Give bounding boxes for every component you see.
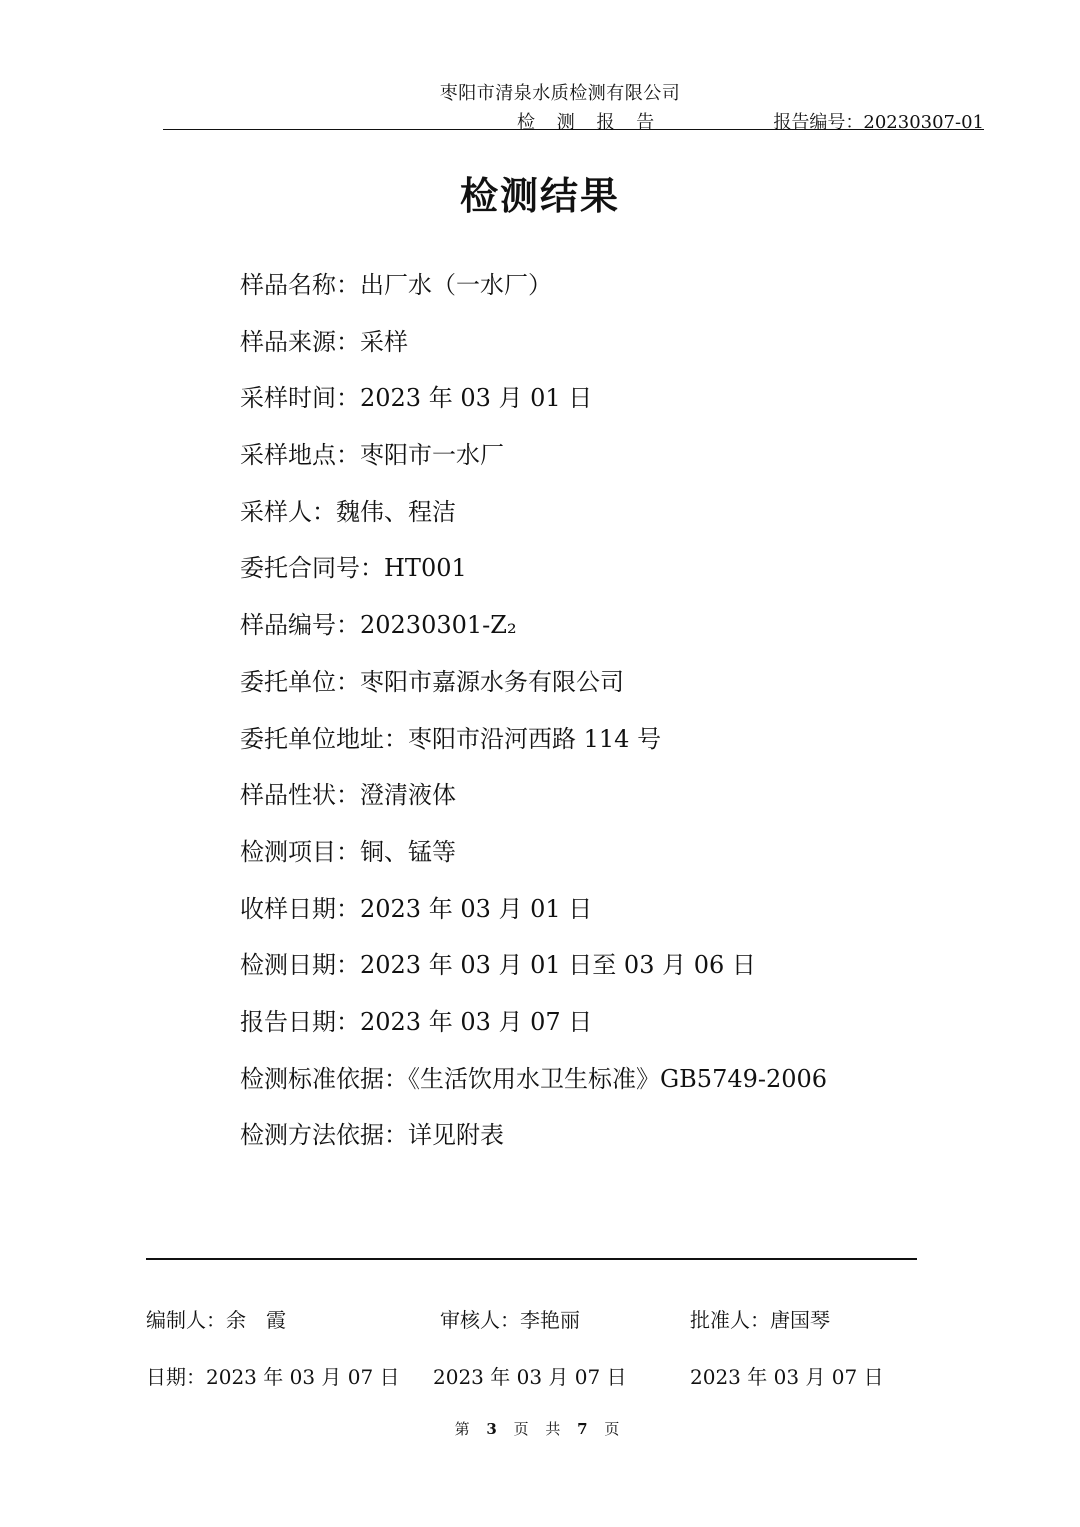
field-label: 采样人：: [240, 497, 336, 526]
field-label: 报告日期：: [240, 1007, 360, 1036]
field-sampler: [240, 492, 827, 549]
field-report-date: [240, 1002, 827, 1059]
page-total: 7: [577, 1420, 594, 1438]
field-sample-source: [240, 322, 827, 379]
field-sample-no: [240, 605, 827, 662]
page-suffix: 页: [604, 1420, 626, 1438]
field-value: 澄清液体: [360, 781, 456, 810]
sample-info-list: [240, 265, 827, 1172]
field-value: 2023 年 03 月 01 日: [360, 384, 593, 413]
header-divider: [163, 129, 984, 130]
field-receipt-date: [240, 889, 827, 946]
compiler-date: 日期：2023 年 03 月 07 日: [146, 1365, 400, 1389]
field-test-items: [240, 832, 827, 889]
field-value: 枣阳市一水厂: [360, 441, 504, 470]
page-middle: 页 共: [513, 1420, 567, 1438]
page-title: 检测结果: [459, 173, 620, 218]
field-value: 2023 年 03 月 07 日: [360, 1007, 593, 1036]
field-test-method: [240, 1115, 827, 1172]
field-label: 样品性状：: [240, 781, 360, 810]
field-value: 出厂水（一水厂）: [360, 271, 552, 299]
field-value: 枣阳市沿河西路 114 号: [408, 724, 662, 753]
field-client: [240, 662, 827, 719]
field-label: 检测标准依据：: [240, 1064, 408, 1093]
field-label: 收样日期：: [240, 894, 360, 923]
field-value: 详见附表: [408, 1121, 504, 1150]
field-value: 采样: [360, 327, 408, 356]
field-value: 2023 年 03 月 01 日至 03 月 06 日: [360, 951, 756, 980]
field-contract-no: [240, 548, 827, 605]
compiler-signature: 编制人：余 霞: [146, 1308, 286, 1332]
field-label: 采样时间：: [240, 384, 360, 413]
field-sampling-time: [240, 378, 827, 435]
approver-date: 2023 年 03 月 07 日: [690, 1365, 884, 1389]
field-label: 检测项目：: [240, 837, 360, 866]
field-label: 样品来源：: [240, 327, 360, 356]
field-value: 《生活饮用水卫生标准》GB5749-2006: [408, 1064, 828, 1093]
field-value: 枣阳市嘉源水务有限公司: [360, 667, 624, 696]
field-label: 委托合同号：: [240, 554, 384, 583]
report-label: 检 测 报 告: [517, 112, 663, 133]
field-client-address: [240, 719, 827, 776]
field-label: 采样地点：: [240, 441, 360, 470]
field-test-date: [240, 945, 827, 1002]
approver-signature: 批准人：唐国琴: [690, 1308, 830, 1332]
field-label: 样品名称：: [240, 271, 360, 299]
company-name: 枣阳市清泉水质检测有限公司: [439, 83, 681, 104]
reviewer-signature: 审核人：李艳丽: [440, 1308, 580, 1332]
field-label: 检测日期：: [240, 951, 360, 980]
page-number: [0, 1418, 1080, 1439]
field-value: 20230301-Z₂: [360, 611, 517, 640]
field-label: 委托单位地址：: [240, 724, 408, 753]
field-value: 魏伟、程洁: [336, 497, 456, 526]
field-value: 2023 年 03 月 01 日: [360, 894, 593, 923]
field-label: 检测方法依据：: [240, 1121, 408, 1150]
reviewer-date: 2023 年 03 月 07 日: [433, 1365, 627, 1389]
signature-divider: [146, 1258, 917, 1260]
field-sample-name: [240, 265, 827, 322]
field-sample-appearance: [240, 775, 827, 832]
field-value: 铜、锰等: [360, 837, 456, 866]
field-test-standard: [240, 1059, 827, 1116]
field-value: HT001: [384, 554, 467, 583]
field-sampling-location: [240, 435, 827, 492]
field-label: 委托单位：: [240, 667, 360, 696]
page-prefix: 第: [454, 1420, 476, 1438]
field-label: 样品编号：: [240, 611, 360, 640]
page-current: 3: [486, 1420, 503, 1438]
report-number: 报告编号：20230307-01: [773, 112, 984, 133]
